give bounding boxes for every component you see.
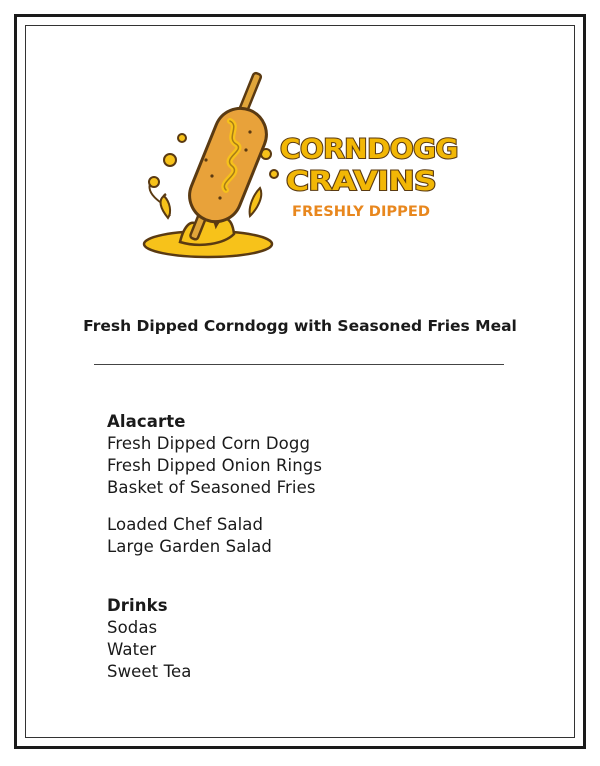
menu-item: Sweet Tea — [107, 662, 192, 681]
salads-section — [107, 514, 272, 558]
menu-item: Sodas — [107, 618, 158, 637]
drinks-section — [107, 595, 191, 683]
alacarte-section — [107, 411, 322, 499]
alacarte-heading: Alacarte — [107, 412, 186, 431]
logo-line2: CRAVINS — [286, 166, 436, 197]
corndog-icon — [182, 101, 274, 230]
logo-line1: CORNDOGG — [280, 134, 458, 165]
logo-tagline: FRESHLY DIPPED — [292, 204, 430, 220]
menu-item: Large Garden Salad — [107, 537, 272, 556]
corndogg-cravins-logo — [140, 66, 470, 264]
menu-item: Basket of Seasoned Fries — [107, 478, 316, 497]
menu-item: Loaded Chef Salad — [107, 515, 264, 534]
divider-line — [94, 364, 504, 365]
menu-item: Fresh Dipped Onion Rings — [107, 456, 323, 475]
menu-item: Fresh Dipped Corn Dogg — [107, 434, 311, 453]
drinks-heading: Drinks — [107, 596, 168, 615]
menu-item: Water — [107, 640, 157, 659]
meal-title: Fresh Dipped Corndogg with Seasoned Fries Meal — [83, 317, 517, 335]
